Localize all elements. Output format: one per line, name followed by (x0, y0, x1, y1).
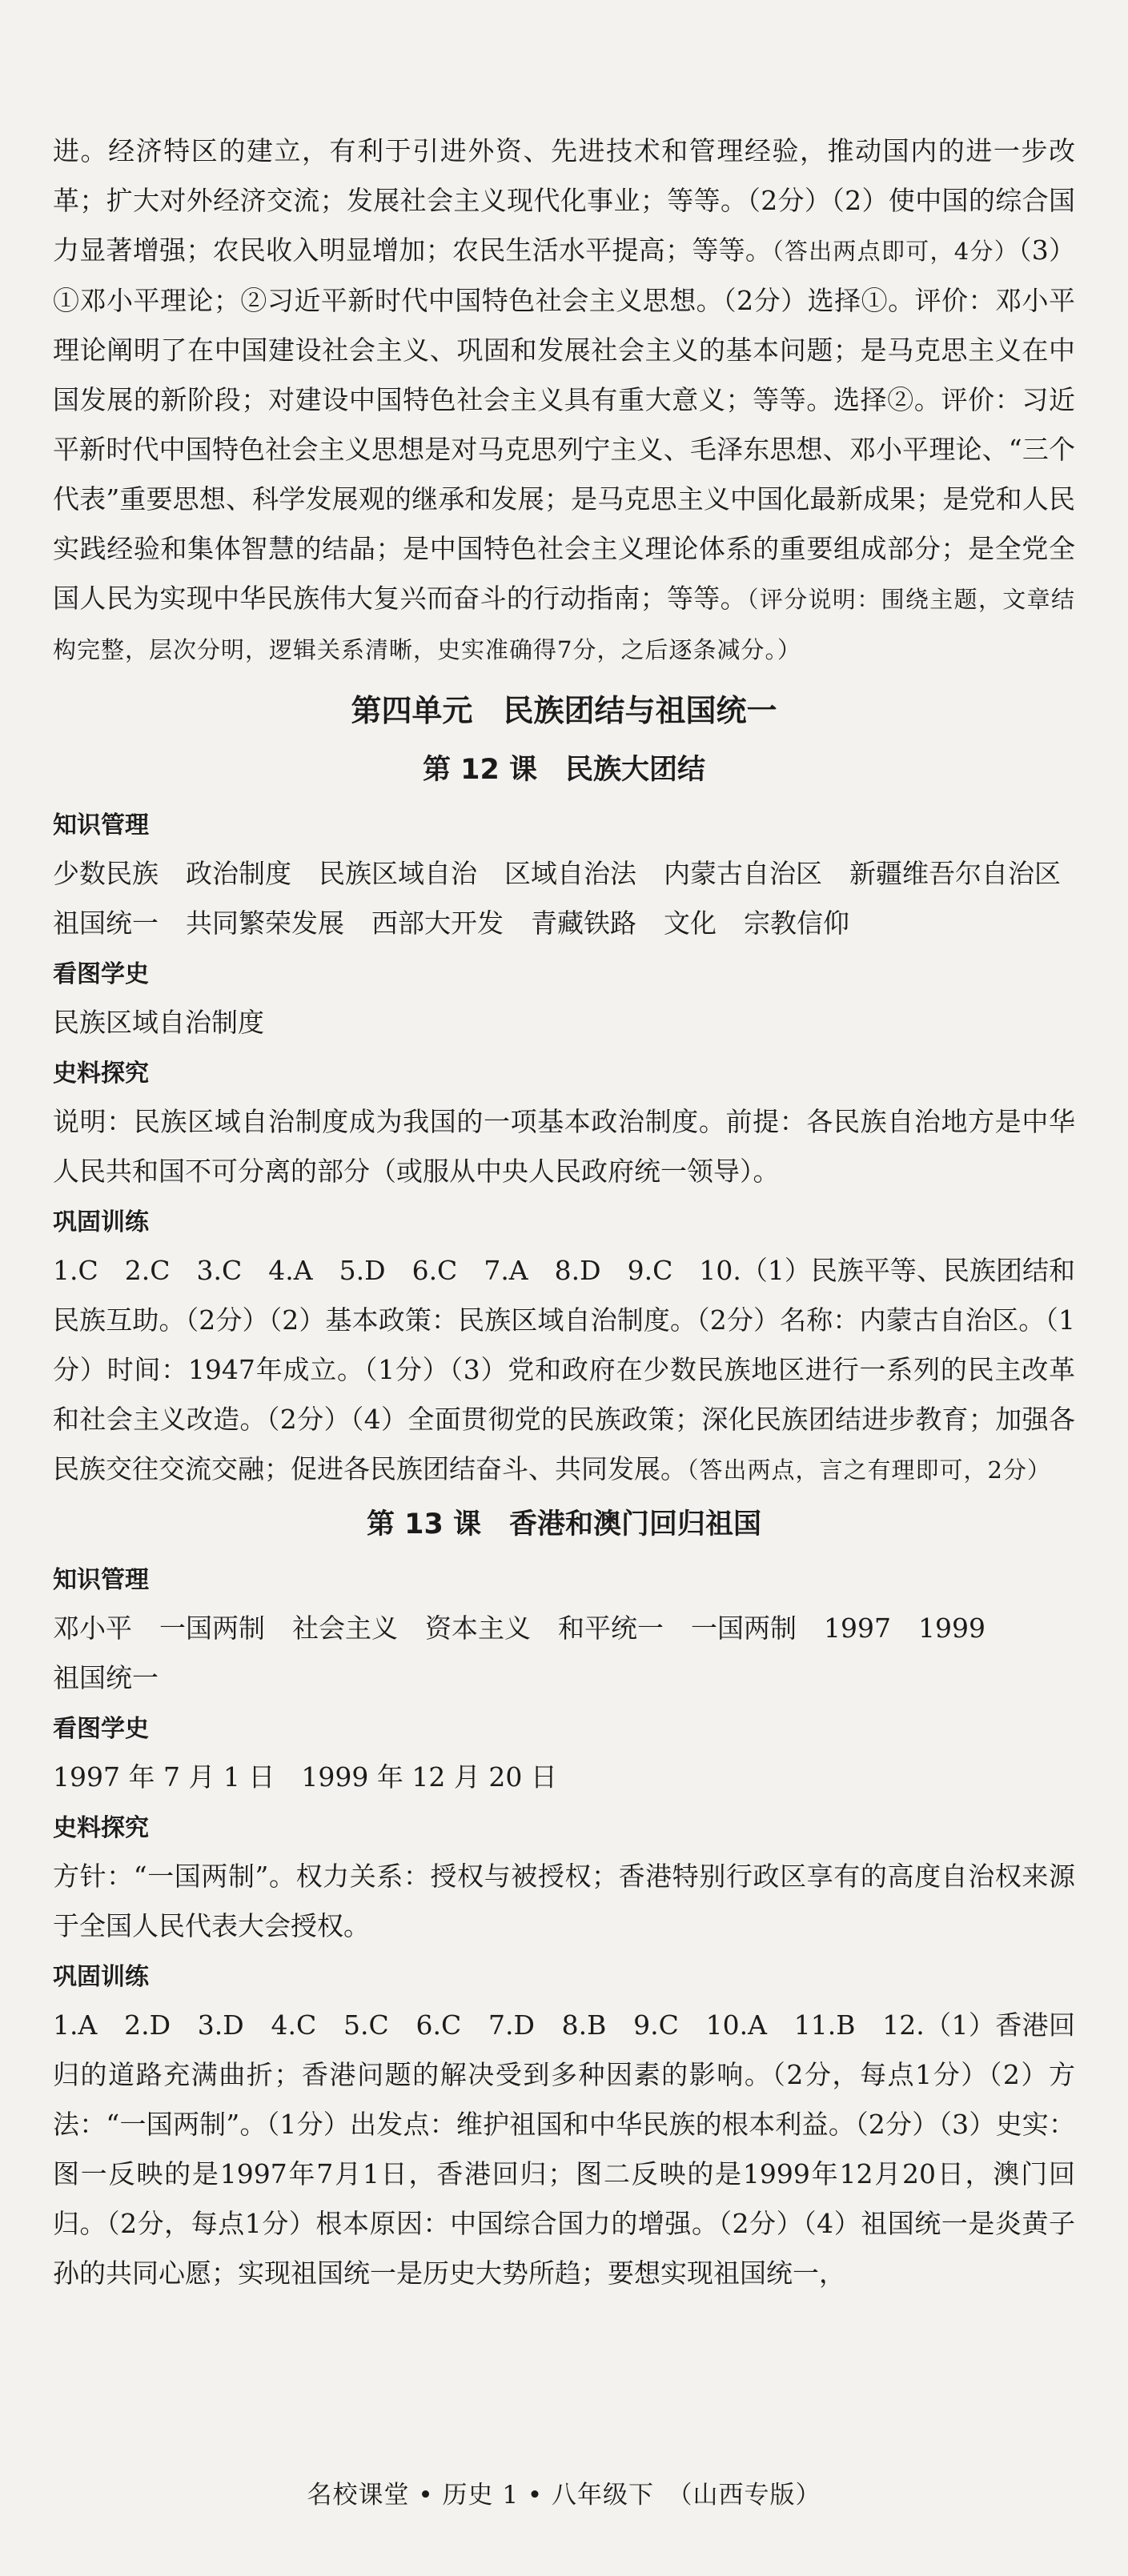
lesson-13-material-text: 方针：“一国两制”。权力关系：授权与被授权；香港特别行政区享有的高度自治权来源于全国人民代表大会授权。 (53, 1861, 1075, 1941)
lesson-12-knowledge-terms (53, 849, 1075, 948)
term: 社会主义 (292, 1613, 398, 1644)
term: 新疆维吾尔自治区 (849, 858, 1061, 889)
term: 青藏铁路 (531, 907, 636, 939)
term: 祖国统一 (53, 1662, 159, 1693)
term: 内蒙古自治区 (664, 858, 822, 889)
lesson-13-picture-heading: 看图学史 (53, 1715, 149, 1743)
term: 一国两制 (159, 1613, 265, 1644)
intro-note-2: （评分说明：围绕主题，文章结构完整，层次分明，逻辑关系清晰，史实准确得7分，之后逐条减分。） (53, 586, 1075, 663)
lesson-12-picture-text: 民族区域自治制度 (53, 1007, 264, 1038)
page-content (53, 126, 1075, 2298)
term: 和平统一 (558, 1613, 664, 1644)
lesson-12-material-heading: 史料探究 (53, 1060, 149, 1088)
lesson-13-knowledge-heading: 知识管理 (53, 1566, 149, 1594)
lesson-12-material-text: 说明：民族区域自治制度成为我国的一项基本政治制度。前提：各民族自治地方是中华人民共和国不可分离的部分（或服从中央人民政府统一领导）。 (53, 1106, 1075, 1187)
term: 民族区域自治 (319, 858, 477, 889)
lesson-13-material-heading: 史料探究 (53, 1814, 149, 1842)
term: 共同繁荣发展 (186, 907, 344, 939)
term: 一国两制 (691, 1613, 797, 1644)
term: 少数民族 (53, 858, 159, 889)
lesson-12-practice-text (53, 1246, 1075, 1495)
term: 宗教信仰 (744, 907, 849, 939)
lesson-13-practice-heading: 巩固训练 (53, 1963, 149, 1991)
intro-main: 进。经济特区的建立，有利于引进外资、先进技术和管理经验，推动国内的进一步改革；扩大对外经济交流；发展社会主义现代化事业；等等。（2分）（2）使中国的综合国力显著增强；农民收入明显增加；农民生活水平提高；等等。 (53, 135, 1075, 266)
lesson-13-title: 第 13 课 香港和澳门回归祖国 (366, 1508, 762, 1540)
lesson-12-knowledge-heading: 知识管理 (53, 811, 149, 839)
term: 1999 (917, 1613, 985, 1644)
lesson-13-knowledge-terms (53, 1604, 1075, 1703)
unit-title: 第四单元 民族团结与祖国统一 (351, 693, 777, 728)
lesson-12-practice-heading: 巩固训练 (53, 1208, 149, 1236)
intro-paragraph (53, 126, 1075, 675)
page-footer: 名校课堂 • 历史 1 • 八年级下 （山西专版） (307, 2481, 821, 2510)
intro-rest: （3）①邓小平理论；②习近平新时代中国特色社会主义思想。（2分）选择①。评价：邓小平理论阐明了在中国建设社会主义、巩固和发展社会主义的基本问题；是马克思主义在中国发展的新阶段；对建设中国特色社会主义具有重大意义；等等。选择②。评价：习近平新时代中国特色社会主义思想是对马克思列宁主义、毛泽东思想、邓小平理论、“三个代表”重要思想、科学发展观的继承和发展；是马克思主义中国化最新成果；是党和人民实践经验和集体智慧的结晶；是中国特色社会主义理论体系的重要组成部分；是全党全国人民为实现中华民族伟大复兴而奋斗的行动指南；等等。 (53, 234, 1076, 614)
lesson-12-picture-heading: 看图学史 (53, 960, 149, 988)
lesson-13-practice-text: 1.A 2.D 3.D 4.C 5.C 6.C 7.D 8.B 9.C 10.A 11.B 12.（1）香港回归的道路充满曲折；香港问题的解决受到多种因素的影响。（2分，每点1分）（2）方法：“一国两制”。（1分）出发点：维护祖国和中华民族的根本利益。（2分）（3）史实：图一反映的是1997年7月1日，香港回归；图二反映的是1999年12月20日，澳门回归。（2分，每点1分）根本原因：中国综合国力的增强。（2分）（4）祖国统一是炎黄子孙的共同心愿；实现祖国统一是历史大势所趋；要想实现祖国统一， (53, 2009, 1075, 2289)
lesson-12-title: 第 12 课 民族大团结 (422, 754, 706, 786)
lesson-12-practice-note: （答出两点，言之有理即可，2分） (687, 1456, 1051, 1484)
intro-note-1: （答出两点即可，4分） (772, 238, 1018, 265)
lesson-12-practice-answers: 1.C 2.C 3.C 4.A 5.D 6.C 7.A 8.D 9.C 10.（1）民族平等、民族团结和民族互助。（2分）（2）基本政策：民族区域自治制度。（2分）名称：内蒙古自治区。（1分）时间：1947年成立。（1分）（3）党和政府在少数民族地区进行一系列的民主改革和社会主义改造。（2分）（4）全面贯彻党的民族政策；深化民族团结进步教育；加强各民族交往交流交融；促进各民族团结奋斗、共同发展。 (53, 1255, 1075, 1484)
lesson-13-picture-text: 1997 年 7 月 1 日 1999 年 12 月 20 日 (53, 1761, 557, 1793)
term: 西部大开发 (371, 907, 504, 939)
term: 1997 (824, 1613, 891, 1644)
term: 邓小平 (53, 1613, 132, 1644)
term: 文化 (664, 907, 717, 939)
term: 区域自治法 (504, 858, 636, 889)
term: 祖国统一 (53, 907, 159, 939)
term: 政治制度 (186, 858, 291, 889)
term: 资本主义 (425, 1613, 531, 1644)
